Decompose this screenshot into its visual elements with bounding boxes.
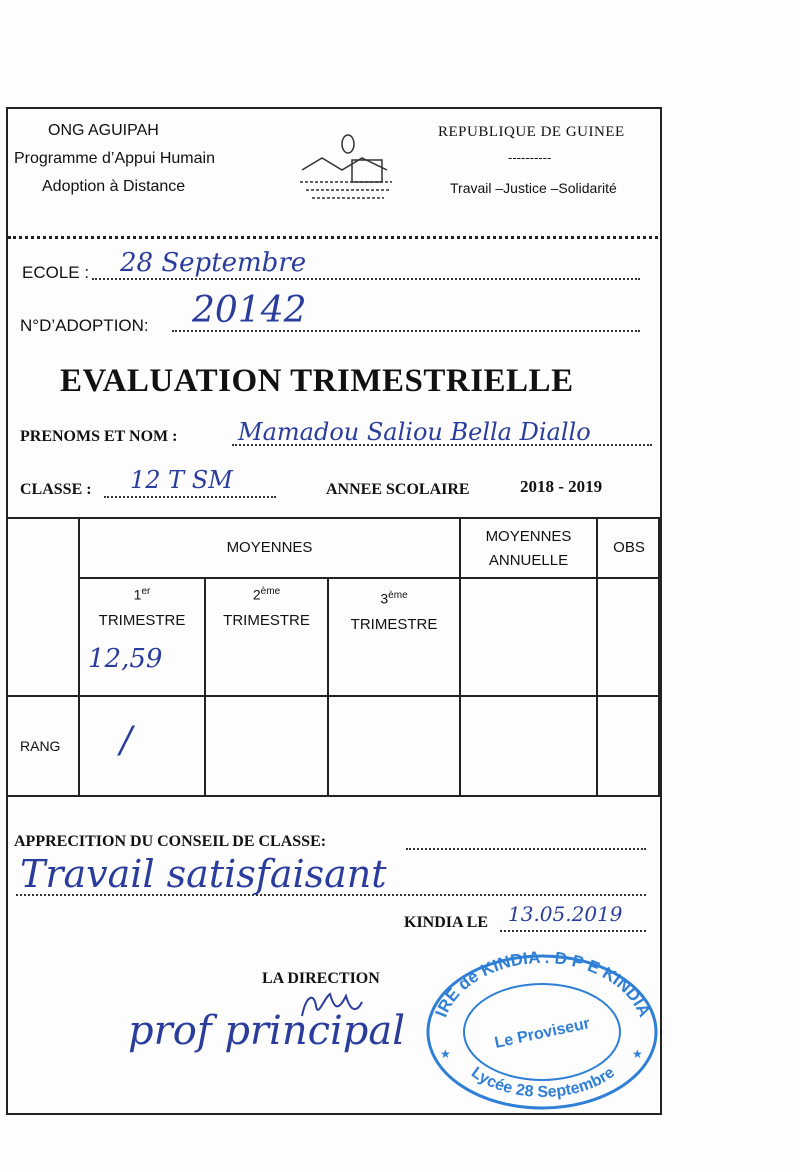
org-program: Programme d’Appui Humain (14, 150, 215, 167)
signature-note: prof principal (128, 1008, 406, 1054)
table-row-divider (78, 577, 660, 579)
table-col-divider (596, 517, 598, 797)
date-line (500, 930, 646, 932)
annee-label: ANNEE SCOLAIRE (326, 481, 470, 498)
adoption-value: 20142 (192, 290, 307, 331)
t3-suffix: ème (388, 590, 408, 601)
rang-value: / (120, 720, 133, 761)
stamp-bottom-text: Lycée 28 Septembre (468, 1064, 618, 1101)
school-stamp (418, 940, 664, 1110)
date-label: KINDIA LE (404, 914, 489, 931)
ecole-label: ECOLE : (22, 263, 90, 282)
appreciation-label: APPRECITION DU CONSEIL DE CLASSE: (14, 833, 327, 850)
page-title: EVALUATION TRIMESTRIELLE (60, 363, 574, 399)
t1-suffix: er (141, 586, 151, 597)
classe-value: 12 T SM (130, 466, 233, 494)
table-col-divider (327, 578, 329, 797)
moyennes-annuelle-header-line2: ANNUELLE (488, 552, 569, 569)
stamp-star-icon: ★ (632, 1047, 643, 1061)
t2-ordinal (206, 586, 327, 603)
appreciation-value: Travail satisfaisant (20, 852, 387, 896)
republic-rule: ---------- (508, 150, 552, 165)
table-col-divider (204, 578, 206, 797)
obs-header: OBS (613, 539, 645, 556)
classe-label: CLASSE : (20, 481, 92, 498)
date-value: 13.05.2019 (508, 902, 623, 926)
t1-ordinal (80, 586, 204, 603)
stamp-ring-text: IRE de KINDIA . D P E KINDIA (431, 947, 655, 1020)
table-row-divider (6, 695, 660, 697)
t2-number: 2 (252, 586, 261, 603)
t2-suffix: ème (260, 586, 281, 597)
rang-label: RANG (20, 738, 61, 754)
classe-line (104, 496, 276, 498)
t1-score: 12,59 (88, 644, 163, 674)
stamp-center-text: Le Proviseur (493, 1015, 592, 1052)
moyennes-annuelle-header-line1: MOYENNES (485, 528, 572, 545)
adoption-label: N°D’ADOPTION: (20, 316, 149, 335)
t2-header: TRIMESTRE (223, 612, 310, 629)
name-label: PRENOMS ET NOM : (20, 428, 178, 445)
t3-header: TRIMESTRE (350, 616, 438, 633)
moyennes-header: MOYENNES (226, 539, 313, 556)
org-adoption: Adoption à Distance (42, 178, 186, 195)
ecole-value: 28 Septembre (120, 248, 307, 278)
annee-value: 2018 - 2019 (520, 477, 603, 496)
ecole-line (92, 278, 640, 280)
t1-number: 1 (133, 586, 142, 603)
national-motto: Travail –Justice –Solidarité (450, 180, 617, 196)
table-col-divider (78, 517, 80, 797)
org-name: ONG AGUIPAH (48, 122, 159, 139)
org-logo (292, 130, 404, 208)
header-divider (8, 236, 658, 239)
t3-number: 3 (380, 590, 389, 607)
stamp-star-icon: ★ (440, 1047, 451, 1061)
t3-ordinal (329, 590, 459, 607)
name-value: Mamadou Saliou Bella Diallo (238, 418, 591, 446)
t1-header: TRIMESTRE (98, 612, 186, 629)
direction-label: LA DIRECTION (262, 970, 380, 987)
appreciation-line-1 (406, 848, 646, 850)
republic-title: REPUBLIQUE DE GUINEE (438, 124, 625, 140)
svg-text:Lycée 28 Septembre (468, 1064, 618, 1101)
